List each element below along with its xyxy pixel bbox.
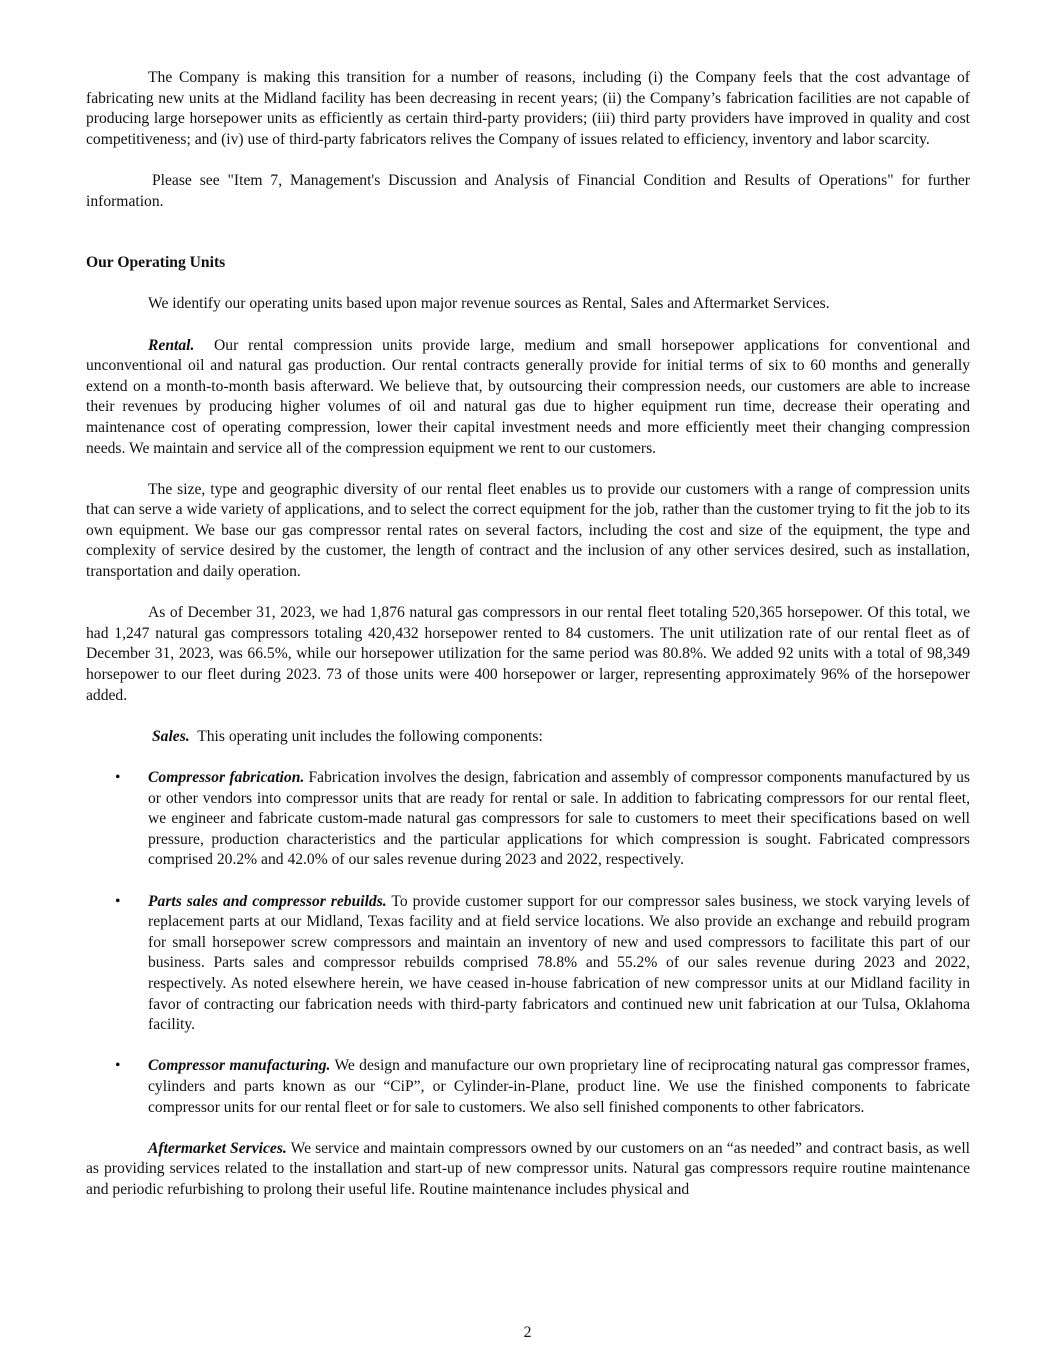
paragraph-item7-reference: Please see "Item 7, Management's Discussion and Analysis of Financial Condition and Results of Operations" for further information. (86, 171, 970, 210)
document-page (86, 68, 970, 1221)
rental-label: Rental. (148, 336, 195, 354)
bullet-icon: • (115, 1057, 121, 1075)
paragraph-operating-units-intro: We identify our operating units based upon major revenue sources as Rental, Sales and Aftermarket Services. (148, 295, 830, 313)
paragraph-rental-stats: As of December 31, 2023, we had 1,876 natural gas compressors in our rental fleet totaling 520,365 horsepower. Of this total, we had 1,247 natural gas compressors totaling 420,432 horsepower rented to 84 customers. The unit utilization rate of our rental fleet as of December 31, 2023, was 66.5%, while our horsepower utilization for the same period was 80.8%. We added 92 units with a total of 98,349 horsepower to our fleet during 2023. 73 of those units were 400 horsepower or larger, representing approximately 96% of the horsepower added. (86, 604, 970, 704)
list-item-label: Parts sales and compressor rebuilds. (148, 892, 387, 910)
list-item-compressor-manufacturing (86, 1056, 970, 1118)
section-heading-operating-units: Our Operating Units (86, 254, 226, 272)
paragraph-transition-reasons: The Company is making this transition for a number of reasons, including (i) the Company feels that the cost advantage of fabricating new units at the Midland facility has been decreasing in recent years; (ii) the Company’s fabrication facilities are not capable of producing large horsepower units as efficiently as certain third-party providers; (iii) third party providers have improved in quality and cost competitiveness; and (iv) use of third-party fabricators relives the Company of issues related to efficiency, inventory and labor scarcity. (86, 69, 970, 148)
rental-text: Our rental compression units provide large, medium and small horsepower applications for conventional and unconventional oil and natural gas production. Our rental contracts generally provide for initial terms of six to 60 months and generally extend on a month-to-month basis afterward. We believe that, by outsourcing their compression needs, our customers are able to increase their revenues by producing higher volumes of oil and natural gas due to higher equipment run time, decrease their operating and maintenance cost of operating compression, lower their capital investment needs and more efficiently meet their changing compression needs. We maintain and service all of the compression equipment we rent to our customers. (86, 336, 971, 457)
paragraph-aftermarket (86, 1139, 970, 1201)
list-item-label: Compressor manufacturing. (148, 1057, 331, 1075)
sales-label: Sales. (152, 727, 190, 745)
list-item-parts-sales (86, 892, 970, 1036)
page-number: 2 (523, 1324, 532, 1341)
list-item-compressor-fabrication (86, 768, 970, 871)
aftermarket-label: Aftermarket Services. (148, 1139, 287, 1157)
bullet-icon: • (115, 892, 121, 910)
sales-components-list (86, 768, 970, 1118)
paragraph-sales (86, 727, 970, 748)
list-item-text: To provide customer support for our compressor sales business, we stock varying levels of replacement parts at our Midland, Texas facility and at field service locations. We also provide an exchange and rebuild program for small horsepower screw compressors and maintain an inventory of new and used compressors to facilitate this part of our business. Parts sales and compressor rebuilds comprised 78.8% and 55.2% of our sales revenue during 2023 and 2022, respectively. As noted elsewhere herein, we have ceased in-house fabrication of new compressor units at our Midland facility in favor of contracting our fabrication needs with third-party fabricators and continued new unit fabrication at our Tulsa, Oklahoma facility. (148, 892, 970, 1034)
list-item-text: Fabrication involves the design, fabrication and assembly of compressor components manufactured by us or other vendors into compressor units that are ready for rental or sale. In addition to fabricating compressors for our rental fleet, we engineer and fabricate custom-made natural gas compressors for sale to customers to meet their specifications based on well pressure, production characteristics and the particular applications for which compression is sought. Fabricated compressors comprised 20.2% and 42.0% of our sales revenue during 2023 and 2022, respectively. (148, 769, 970, 869)
aftermarket-text: We service and maintain compressors owned by our customers on an “as needed” and contract basis, as well as providing services related to the installation and start-up of new compressor units. Natural gas compressors require routine maintenance and periodic refurbishing to prolong their useful life. Routine maintenance includes physical and (86, 1139, 971, 1198)
bullet-icon: • (115, 769, 121, 786)
paragraph-rental (86, 336, 970, 460)
list-item-label: Compressor fabrication. (148, 769, 305, 786)
paragraph-rental-fleet: The size, type and geographic diversity of our rental fleet enables us to provide our customers with a range of compression units that can serve a wide variety of applications, and to select the correct equipment for the job, rather than the customer trying to fit the job to its own equipment. We base our gas compressor rental rates on several factors, including the cost and size of the equipment, the type and complexity of service desired by the customer, the length of contract and the inclusion of any other services desired, such as installation, transportation and daily operation. (86, 480, 970, 581)
sales-text: This operating unit includes the following components: (197, 727, 543, 745)
list-item-text: We design and manufacture our own proprietary line of reciprocating natural gas compressor frames, cylinders and parts known as our “CiP”, or Cylinder-in-Plane, product line. We use the finished components to fabricate compressor units for our rental fleet or for sale to customers. We also sell finished components to other fabricators. (148, 1057, 970, 1116)
